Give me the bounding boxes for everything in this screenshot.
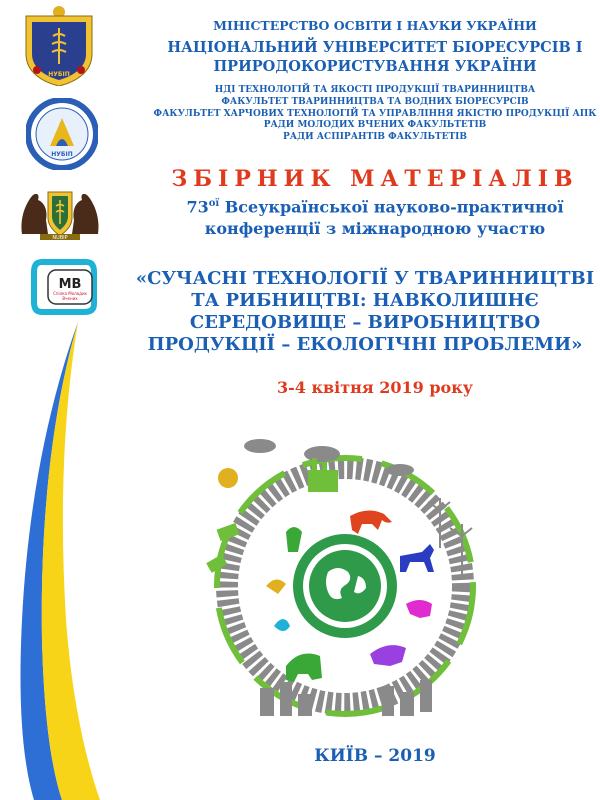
organizer-item: ФАКУЛЬТЕТ ТВАРИННИЦТВА ТА ВОДНИХ БІОРЕСУРСІВ [221,96,529,107]
conference-subtitle-line-2: конференції з міжнародною участю [204,219,546,238]
conference-title-line: «СУЧАСНІ ТЕХНОЛОГІЇ У ТВАРИННИЦТВІ [135,268,595,289]
conference-title-line: СЕРЕДОВИЩЕ – ВИРОБНИЦТВО [189,312,541,333]
organizer-item: РАДИ МОЛОДИХ ВЧЕНИХ ФАКУЛЬТЕТІВ [263,120,487,131]
eco-globe-illustration [200,436,490,730]
conference-subtitle-line-1 [150,194,600,217]
organizer-item: РАДИ АСПІРАНТІВ ФАКУЛЬТЕТІВ [282,132,467,143]
ministry-title: МІНІСТЕРСТВО ОСВІТИ І НАУКИ УКРАЇНИ [213,18,537,33]
conference-type: Всеукраїнської науково-практичної [219,197,564,217]
horses-logo-text: NUBIP [52,235,68,241]
horses-emblem-logo [14,182,106,242]
mv-letters: MB [58,277,82,292]
conference-title-line: ТА РИБНИЦТВІ: НАВКОЛИШНЄ [191,290,539,311]
university-title [150,38,600,76]
conference-date: 3-4 квітня 2019 року [277,378,473,397]
footer-city-year: КИЇВ – 2019 [314,746,436,766]
university-coat-of-arms-logo [20,4,98,86]
conference-title [130,268,600,356]
faculty-round-logo [26,98,98,170]
collection-heading: ЗБІРНИК МАТЕРІАЛІВ [171,166,579,192]
conference-number-suffix: ої [208,198,220,209]
conference-title-line: ПРОДУКЦІЇ – ЕКОЛОГІЧНІ ПРОБЛЕМИ» [147,334,583,355]
faculty-logo-text: НУБІП [51,151,73,158]
mv-caption-line1: Спілка Молодих [53,291,87,296]
organizers-list [150,85,600,144]
conference-number: 73 [186,197,209,217]
university-line-2: ПРИРОДОКОРИСТУВАННЯ УКРАЇНИ [213,58,537,75]
university-line-1: НАЦІОНАЛЬНИЙ УНІВЕРСИТЕТ БІОРЕСУРСІВ І [167,39,583,56]
organizer-item: ФАКУЛЬТЕТ ХАРЧОВИХ ТЕХНОЛОГІЙ ТА УПРАВЛІННЯ ЯКІСТЮ ПРОДУКЦІЇ АПК [153,108,597,119]
organizer-item: НДІ ТЕХНОЛОГІЙ ТА ЯКОСТІ ПРОДУКЦІЇ ТВАРИННИЦТВА [214,85,536,95]
young-scientists-logo [28,254,100,320]
mv-caption-line2: Вчених [62,296,78,301]
nubip-logo-text: НУБІП [48,71,70,78]
